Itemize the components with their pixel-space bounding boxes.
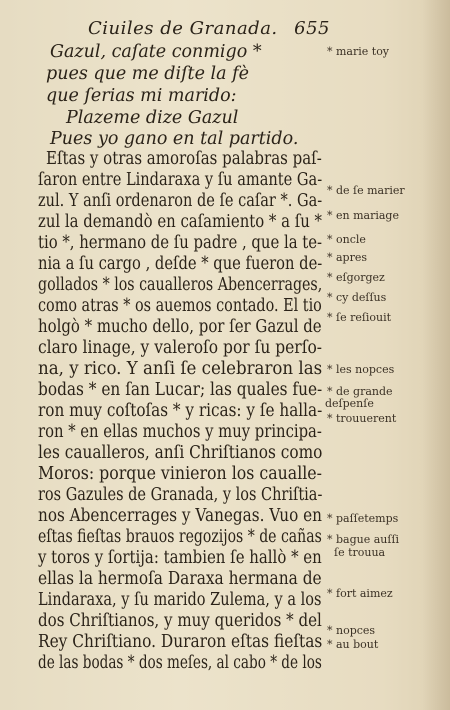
body-line: zul la demandò en caſamiento * a ſu * <box>38 212 322 232</box>
verse-line: que ſerias mi marido: <box>46 86 237 106</box>
margin-note: * de grande <box>327 385 393 398</box>
margin-note: * marie toy <box>327 45 390 58</box>
body-line: eſtas fieſtas brauos regozijos * de cañas <box>38 527 322 547</box>
margin-note: * de ſe marier <box>327 184 405 197</box>
margin-note: ſe trouua <box>334 546 386 559</box>
body-line: ellas la hermoſa Daraxa hermana de <box>38 569 322 589</box>
verse-line: Gazul, caſate conmigo * <box>50 42 262 62</box>
margin-note: * ſe reſiouit <box>327 311 392 324</box>
margin-note: * oncle <box>327 233 366 246</box>
verse-line: Pues yo gano en tal partido. <box>50 129 299 149</box>
running-header <box>60 18 330 40</box>
margin-note: * fort aimez <box>327 587 393 600</box>
margin-note: deſpenſe <box>325 397 374 410</box>
body-line: ron * en ellas muchos y muy principa- <box>38 422 322 442</box>
margin-note: * en mariage <box>327 209 399 222</box>
body-line: Moros: porque vinieron los caualle- <box>38 464 322 484</box>
body-line: ſaron entre Lindaraxa y ſu amante Ga- <box>38 170 323 190</box>
body-line: dos Chriſtianos, y muy queridos * del <box>38 611 322 631</box>
margin-note: * bague auſſi <box>327 533 400 546</box>
body-line: ros Gazules de Granada, y los Chriſtia- <box>38 485 323 505</box>
body-line: y toros y ſortija: tambien ſe hallò * en <box>38 548 322 568</box>
margin-note: * eſgorgez <box>327 271 385 284</box>
body-line: Lindaraxa, y ſu marido Zulema, y a los <box>38 590 322 610</box>
body-line: nia a ſu cargo , deſde * que fueron de- <box>38 254 323 274</box>
body-line: ron muy coſtoſas * y ricas: y ſe halla- <box>38 401 323 421</box>
body-line: na, y rico. Y anſi ſe celebraron las <box>38 359 323 379</box>
body-line: Rey Chriſtiano. Duraron eſtas fieſtas <box>38 632 323 652</box>
margin-note: * paſſetemps <box>327 512 399 525</box>
body-line: nos Abencerrages y Vanegas. Vuo en <box>38 506 322 526</box>
page-number: 655 <box>294 18 330 39</box>
margin-note: * nopces <box>327 624 376 637</box>
margin-note: * cy deſſus <box>327 291 387 304</box>
body-line: claro linage, y valeroſo por ſu perſo- <box>38 338 323 358</box>
body-line: tio *, hermano de ſu padre , que la te- <box>38 233 323 253</box>
body-line: zul. Y anſi ordenaron de ſe caſar *. Ga- <box>38 191 323 211</box>
body-line: Eſtas y otras amoroſas palabras paſ- <box>46 149 322 169</box>
verse-line: Plazeme dize Gazul <box>66 108 239 128</box>
body-line: como atras * os auemos contado. El tio <box>38 296 322 316</box>
body-line: holgò * mucho dello, por ſer Gazul de <box>38 317 322 337</box>
verse-line: pues que me diſte la fè <box>46 64 249 84</box>
margin-note: * au bout <box>327 638 379 651</box>
body-line: bodas * en ſan Lucar; las quales fue- <box>38 380 323 400</box>
margin-note: * les nopces <box>327 363 395 376</box>
body-line: gollados * los caualleros Abencerrages, <box>38 275 323 295</box>
margin-note: * trouuerent <box>327 412 397 425</box>
page-edge-shadow <box>422 0 450 710</box>
margin-note: * apres <box>327 251 368 264</box>
body-line: de las bodas * dos meſes, al cabo * de los <box>38 653 322 673</box>
running-title: Ciuiles de Granada. <box>88 18 278 39</box>
body-line: les caualleros, anſi Chriſtianos como <box>38 443 323 463</box>
